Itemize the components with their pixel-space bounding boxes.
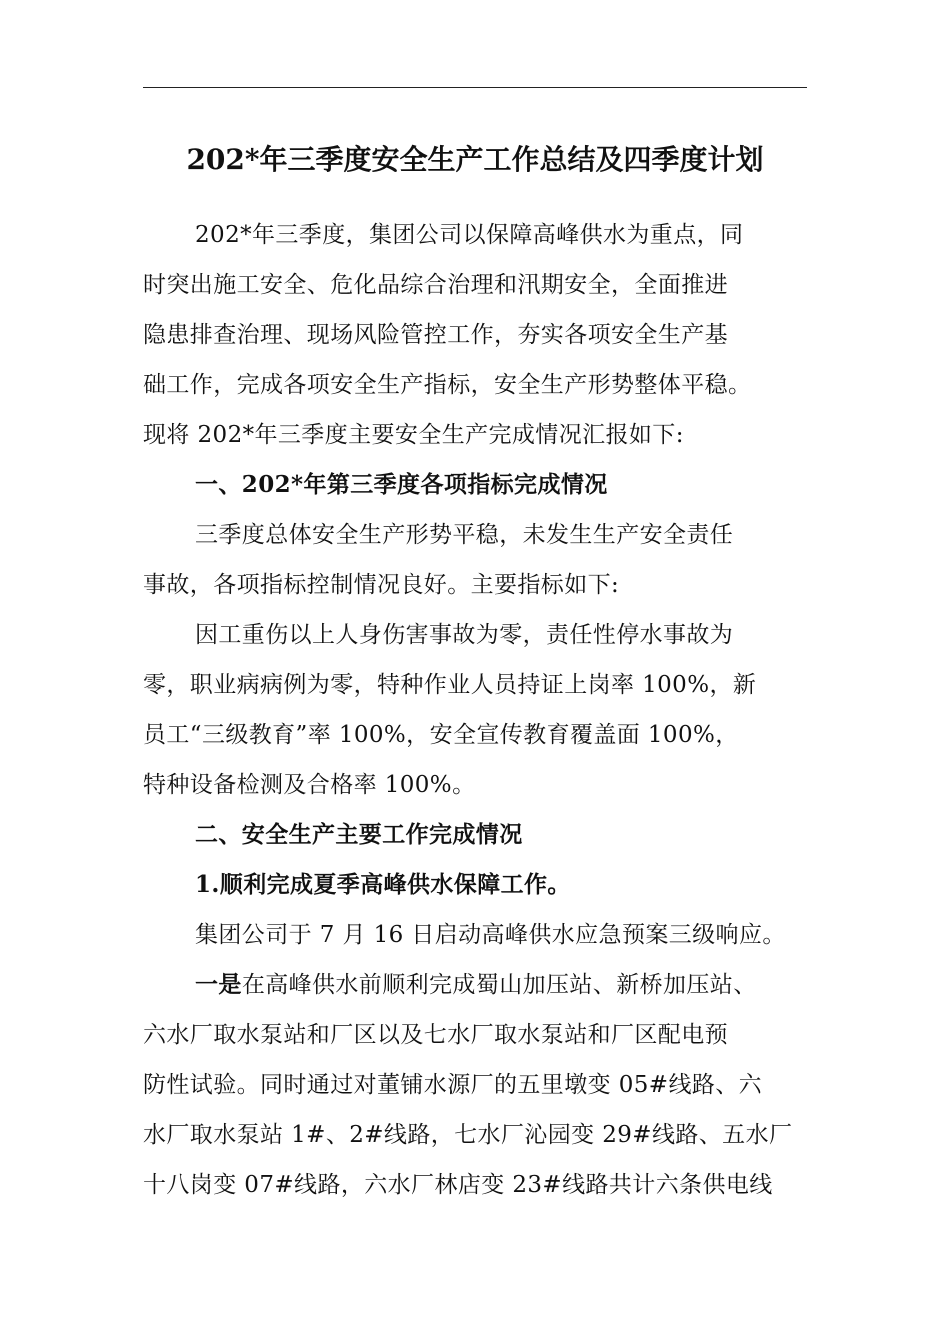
section-heading-1: 一、202*年第三季度各项指标完成情况 — [195, 471, 608, 498]
section2-para2-line: 防性试验。同时通过对董铺水源厂的五里墩变 05#线路、六 — [143, 1072, 763, 1098]
section1-para2-line: 特种设备检测及合格率 100%。 — [143, 772, 476, 798]
section2-para2-line: 水厂取水泵站 1#、2#线路，七水厂沁园变 29#线路、五水厂 — [143, 1122, 793, 1148]
lead-marker: 一是 — [195, 971, 242, 998]
section1-para1-line: 事故，各项指标控制情况良好。主要指标如下: — [143, 572, 620, 598]
section2-para2-line: 十八岗变 07#线路，六水厂林店变 23#线路共计六条供电线 — [143, 1172, 773, 1198]
section2-para2-first-text: 在高峰供水前顺利完成蜀山加压站、新桥加压站、 — [241, 972, 757, 998]
intro-line: 现将 202*年三季度主要安全生产完成情况汇报如下: — [143, 422, 684, 448]
intro-line: 时突出施工安全、危化品综合治理和汛期安全，全面推进 — [143, 272, 728, 298]
section1-para1-line: 三季度总体安全生产形势平稳，未发生生产安全责任 — [195, 522, 734, 548]
subsection-heading-1: 1.顺利完成夏季高峰供水保障工作。 — [195, 871, 571, 898]
intro-line: 202*年三季度，集团公司以保障高峰供水为重点，同 — [195, 222, 744, 248]
document-title: 202*年三季度安全生产工作总结及四季度计划 — [186, 143, 764, 176]
section2-para2-line — [195, 970, 757, 1000]
intro-line: 础工作，完成各项安全生产指标，安全生产形势整体平稳。 — [143, 372, 752, 398]
section1-para2-line: 员工“三级教育”率 100%，安全宣传教育覆盖面 100%， — [143, 722, 739, 748]
header-rule — [143, 87, 807, 88]
section1-para2-line: 零，职业病病例为零，特种作业人员持证上岗率 100%，新 — [143, 672, 757, 698]
intro-line: 隐患排查治理、现场风险管控工作，夯实各项安全生产基 — [143, 322, 728, 348]
section-heading-2: 二、安全生产主要工作完成情况 — [195, 821, 523, 848]
section2-para2-line: 六水厂取水泵站和厂区以及七水厂取水泵站和厂区配电预 — [143, 1022, 728, 1048]
section1-para2-line: 因工重伤以上人身伤害事故为零，责任性停水事故为 — [195, 622, 734, 648]
section2-para1-line: 集团公司于 7 月 16 日启动高峰供水应急预案三级响应。 — [195, 922, 786, 948]
